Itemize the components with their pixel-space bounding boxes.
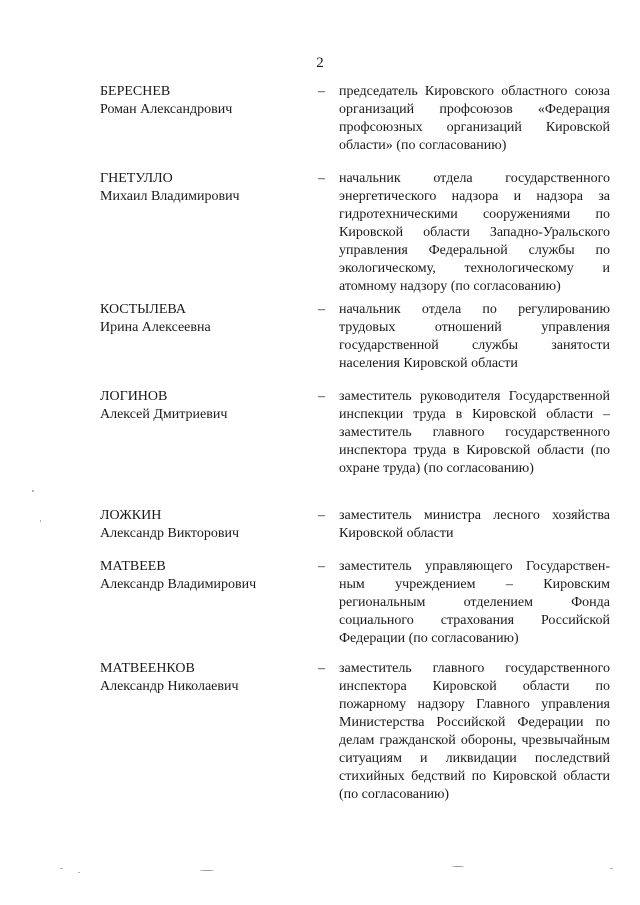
page-number: 2 [316,55,324,71]
scan-speck [60,868,63,869]
member-name [100,558,300,594]
member-given-names: Александр Николаевич [100,679,239,694]
member-role: заместитель руководителя Государственной инспекции труда в Кировской области – заместитель главного государственного инспектора труда в Кировской области (по охране труда) (по согласованию) [339,389,610,476]
scan-speck [200,870,214,871]
member-role: заместитель главного государственного инспектора Кировской области по пожарному надзору Главного управления Министерства Российской Федерации по делам гражданской обороны, чрезвычайным ситуациям и ликвидации последствий стихийных бедствий по Кировской области (по согласованию) [339,661,610,802]
scan-speck [452,866,464,867]
scan-speck [78,872,80,873]
member-given-names: Ирина Алексеевна [100,320,211,335]
member-role: председатель Кировского областного союза организаций профсоюзов «Федерация профсоюзных организаций Кировской области» (по согласованию) [339,84,610,153]
member-given-names: Михаил Владимирович [100,189,240,204]
dash-separator: – [318,508,325,523]
dash-separator: – [318,389,325,404]
member-surname: БЕРЕСНЕВ [100,84,171,99]
member-surname: МАТВЕЕНКОВ [100,661,195,676]
member-surname: МАТВЕЕВ [100,559,166,574]
dash-separator: – [318,302,325,317]
member-surname: ГНЕТУЛЛО [100,171,173,186]
member-role: заместитель министра лесного хозяйства Кировской области [339,508,610,541]
member-role: начальник отдела государственного энергетического надзора и надзора за гидротехническими сооружениями по Кировской области Западно-Уральского управления Федеральной службы по экологическому, технологическому и атомному надзору (по согласованию) [339,171,610,294]
member-given-names: Александр Викторович [100,526,240,541]
dash-separator: – [318,171,325,186]
member-given-names: Александр Владимирович [100,577,257,592]
dash-separator: – [318,559,325,574]
member-surname: КОСТЫЛЕВА [100,302,186,317]
member-surname: ЛОГИНОВ [100,389,168,404]
member-name [100,170,300,206]
member-name [100,301,300,337]
scan-speck [32,490,34,492]
scan-speck [610,868,613,869]
member-role: заместитель управляющего Государственным учреждением – Кировским региональным отделением Фонда социального страхования Российской Федерации (по согласованию) [339,559,610,646]
member-given-names: Алексей Дмитриевич [100,407,228,422]
member-role: начальник отдела по регулированию трудовых отношений управления государственной службы занятости населения Кировской области [339,302,610,371]
dash-separator: – [318,661,325,676]
dash-separator: – [318,84,325,99]
member-surname: ЛОЖКИН [100,508,162,523]
scan-speck [40,520,41,522]
member-name [100,388,300,424]
member-given-names: Роман Александрович [100,102,233,117]
member-name [100,83,300,119]
member-name [100,660,300,696]
member-name [100,507,300,543]
